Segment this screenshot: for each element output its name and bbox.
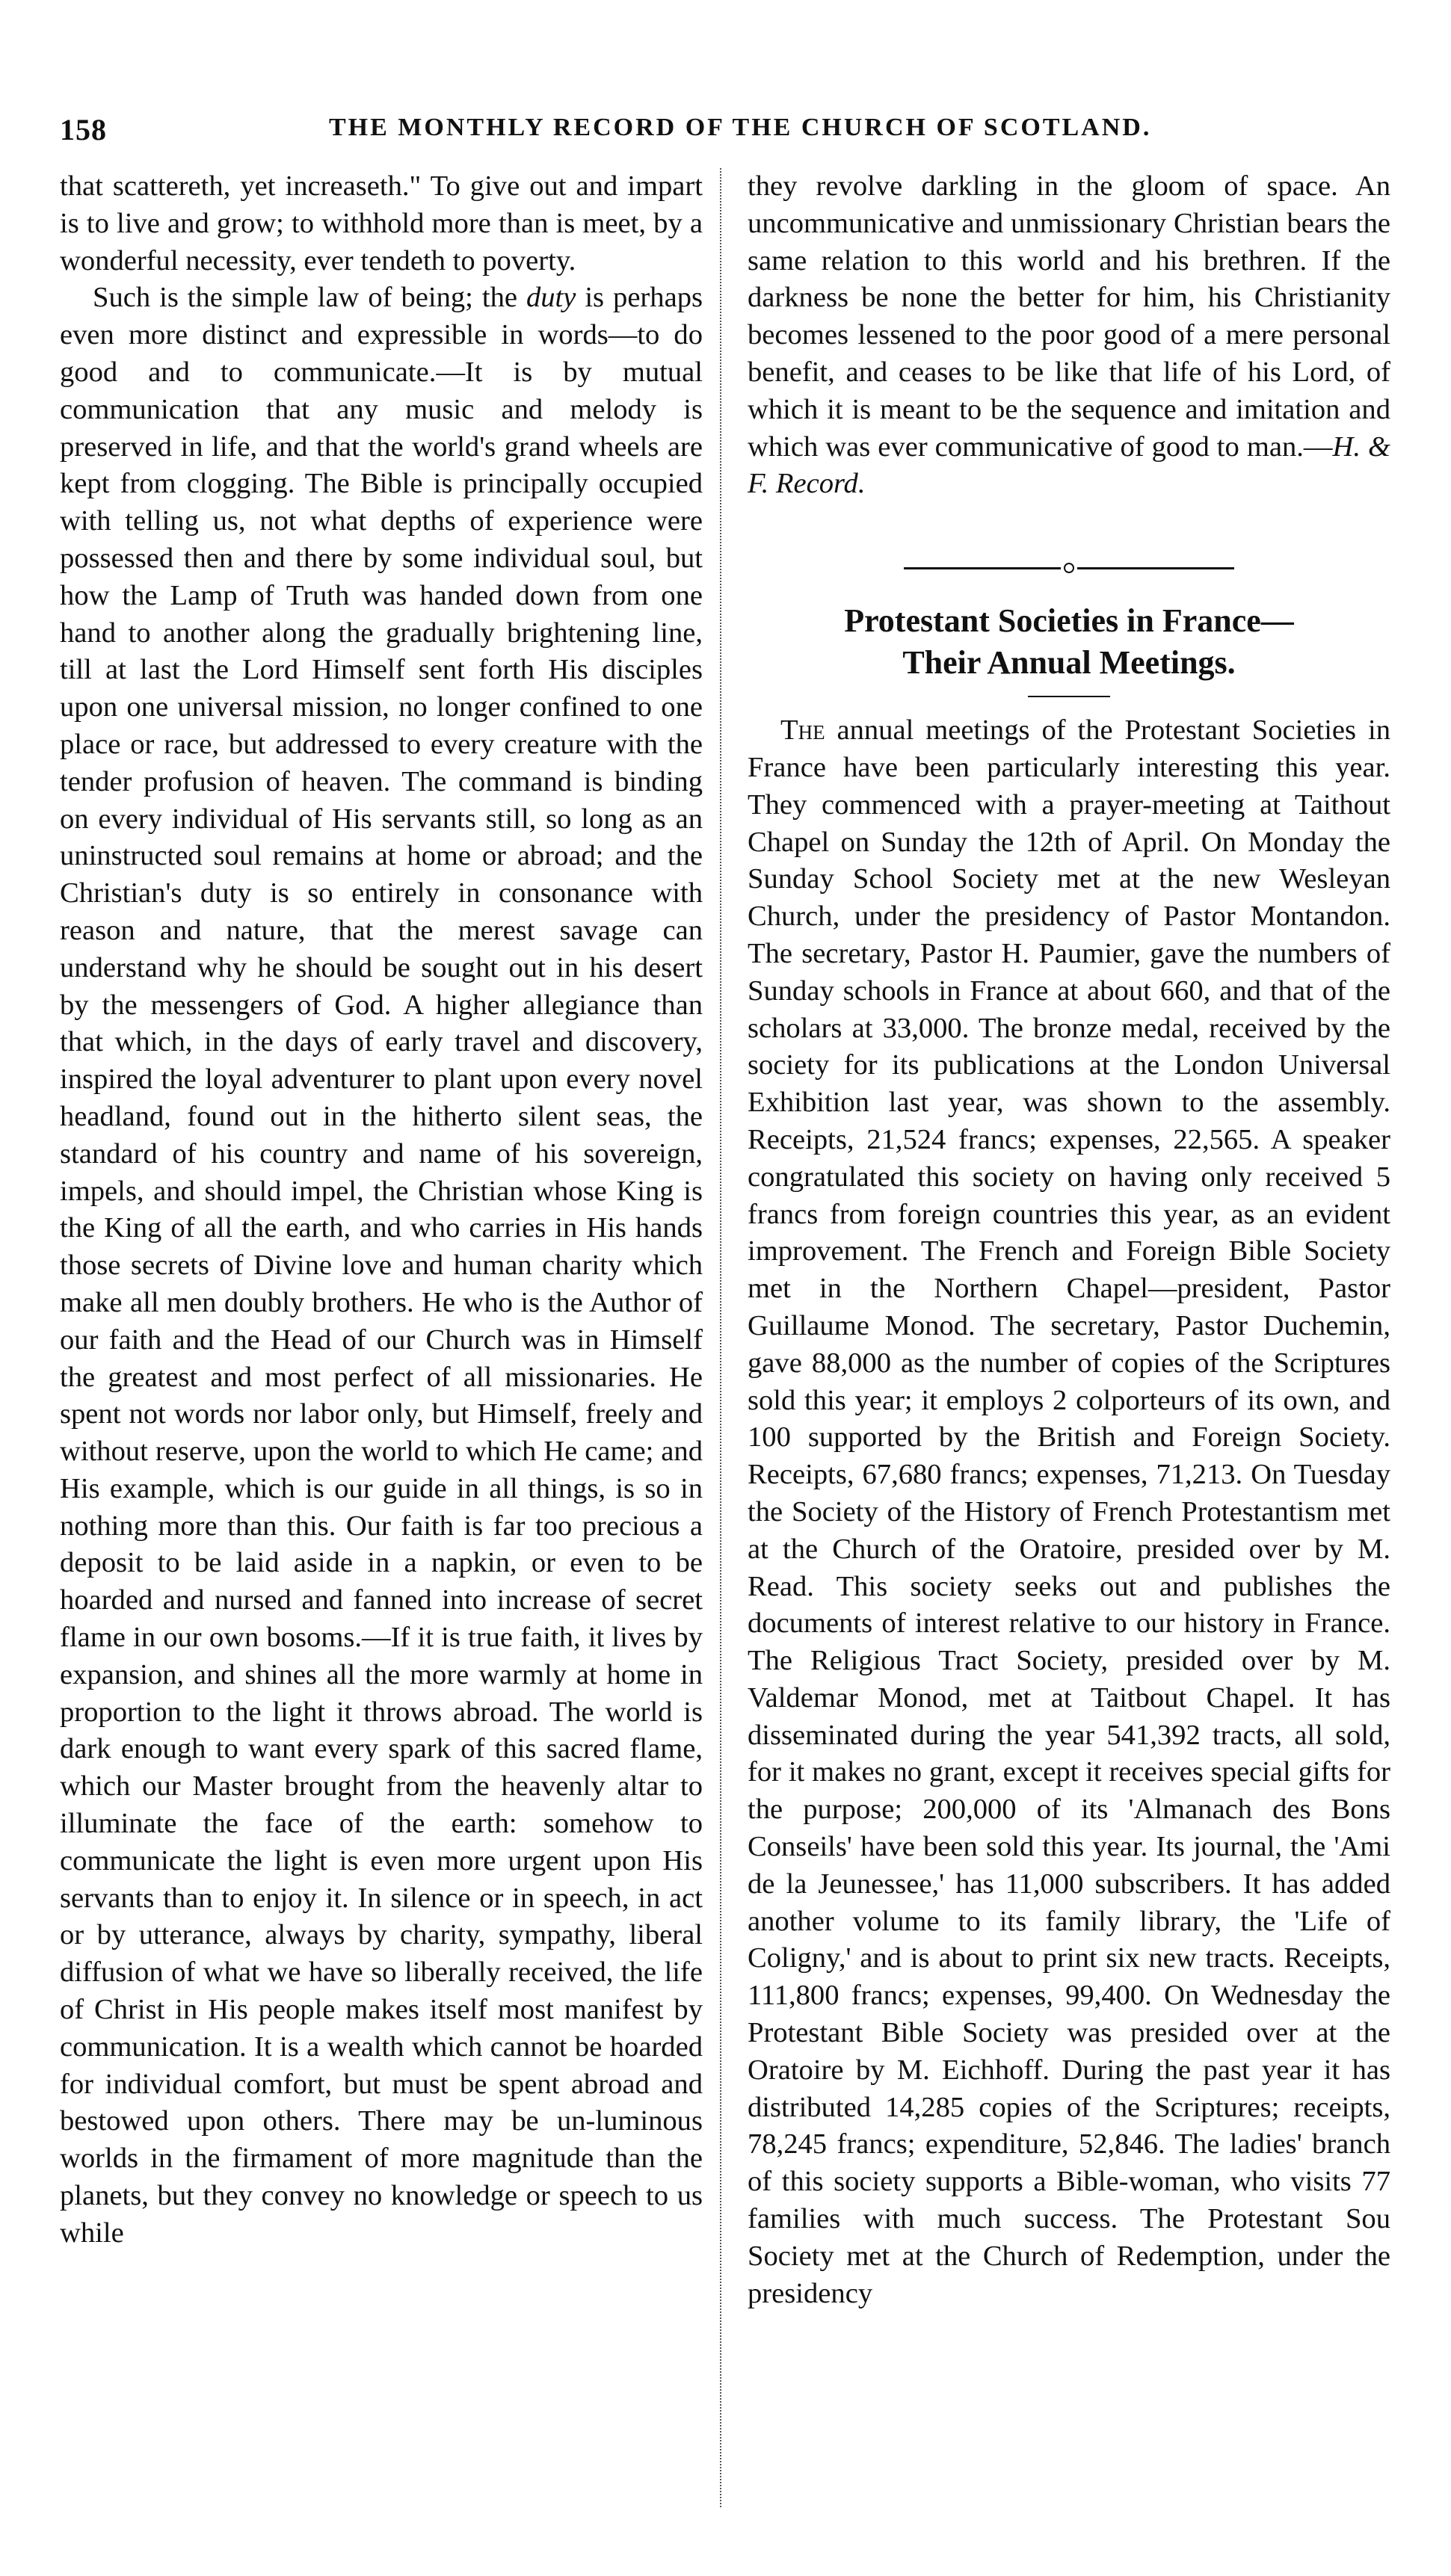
p2-start: Such is the simple law of being; the	[93, 282, 526, 314]
left-paragraph-1: that scattereth, yet increaseth." To give out and impart is to live and grow; to withhold more than is meet, by a wonderful necessity, ever tendeth to poverty.	[60, 170, 703, 277]
paragraph-lead-word: The	[780, 714, 825, 747]
section-title-line-1: Protestant Societies in France—	[844, 602, 1294, 640]
title-underline	[1028, 696, 1110, 697]
section-title	[748, 600, 1390, 684]
column-divider	[720, 168, 721, 2507]
page-header	[60, 112, 1398, 157]
right-p1-text: they revolve darkling in the gloom of space. An uncommunicative and unmissionary Christian bears the same relation to this world and his brethren. If the darkness be none the better for him, his Christianity becomes lessened to the poor good of a mere personal benefit, and ceases to be like that life of his Lord, of which it is meant to be the sequence and imitation and which was ever communicative of good to man.—	[748, 170, 1390, 463]
source-citation: H. & F. Record.	[748, 430, 1390, 500]
page-number: 158	[60, 113, 107, 146]
section-separator-ornament	[748, 548, 1390, 563]
right-paragraph-1	[748, 168, 1390, 503]
section-title-line-2: Their Annual Meetings.	[902, 644, 1236, 682]
p2-rest: is perhaps even more distinct and expressible in words—to do good and to communicate.—It is by mutual communication that any music and melody is preserved in life, and that the world's grand wheels are kept from clogging. The Bible is principally occupied with telling us, not what depths of experience were possessed then and there by some individual soul, but how the Lamp of Truth was handed down from one hand to another along the gradually brightening line, till at last the Lord Himself sent forth His disciples upon one universal mission, no longer confined to one place or race, but addressed to every creature with the tender profusion of heaven. The command is binding on every individual of His servants still, so long as an uninstructed soul remains at home or abroad; and the Christian's duty is so entirely in consonance with reason and nature, that the merest savage can understand why he should be sought out in his desert by the messengers of God. A higher allegiance than that which, in the days of early travel and discovery, inspired the loyal adventurer to plant upon every novel headland, found out in the hitherto silent seas, the standard of his country and name of his sovereign, impels, and should impel, the Christian whose King is the King of all the earth, and who carries in His hands those secrets of Divine love and human charity which make all men doubly brothers. He who is the Author of our faith and the Head of our Church was in Himself the greatest and most perfect of all missionaries. He spent not words nor labor only, but Himself, freely and without reserve, upon the world to which He came; and His example, which is our guide in all things, is so in nothing more than this. Our faith is far too precious a deposit to be laid aside in a napkin, or even to be hoarded and nursed and fanned into increase of secret flame in our own bosoms.—If it is true faith, it lives by expansion, and shines all the more warmly at home in proportion to the light it throws abroad. The world is dark enough to want every spark of this sacred flame, which our Master brought from the heavenly altar to illuminate the face of the earth: somehow to communicate the light is even more urgent upon His servants than to enjoy it. In silence or in speech, in act or by utterance, always by charity, sympathy, liberal diffusion of what we have so liberally received, the life of Christ in His people makes itself most manifest by communication. It is a wealth which cannot be hoarded for individual comfort, but must be spent abroad and bestowed upon others. There may be un-luminous worlds in the firmament of more magnitude than the planets, but they convey no knowledge or speech to us while	[60, 282, 703, 2249]
right-paragraph-2	[748, 712, 1390, 2312]
running-title: THE MONTHLY RECORD OF THE CHURCH OF SCOTLAND.	[329, 114, 1152, 141]
p2-emphasis-duty: duty	[526, 282, 576, 314]
right-p2-text: annual meetings of the Protestant Societies in France have been particularly interesting this year. They commenced with a prayer-meeting at Taithout Chapel on Sunday the 12th of April. On Monday the Sunday School Society met at the new Wesleyan Church, under the presidency of Pastor Montandon. The secretary, Pastor H. Paumier, gave the numbers of Sunday schools in France at about 660, and that of the scholars at 33,000. The bronze medal, received by the society for its publications at the London Universal Exhibition last year, was shown to the assembly. Receipts, 21,524 francs; expenses, 22,565. A speaker congratulated this society on having only received 5 francs from foreign countries this year, as an evident improvement. The French and Foreign Bible Society met in the Northern Chapel—president, Pastor Guillaume Monod. The secretary, Pastor Duchemin, gave 88,000 as the number of copies of the Scriptures sold this year; it employs 2 colporteurs of its own, and 100 supported by the British and Foreign Society. Receipts, 67,680 francs; expenses, 71,213. On Tuesday the Society of the History of French Protestantism met at the Church of the Oratoire, presided over by M. Read. This society seeks out and publishes the documents of interest relative to our history in France. The Religious Tract Society, presided over by M. Valdemar Monod, met at Taitbout Chapel. It has disseminated during the year 541,392 tracts, all sold, for it makes no grant, except it receives special gifts for the purpose; 200,000 of its 'Almanach des Bons Conseils' have been sold this year. Its journal, the 'Ami de la Jeunessee,' has 11,000 subscribers. It has added another volume to its family library, the 'Life of Coligny,' and is about to print six new tracts. Receipts, 111,800 francs; expenses, 99,400. On Wednesday the Protestant Bible Society was presided over at the Oratoire by M. Eichhoff. During the past year it has distributed 14,285 copies of the Scriptures; receipts, 78,245 francs; expenditure, 52,846. The ladies' branch of this society supports a Bible-woman, who visits 77 families with much success. The Protestant Sou Society met at the Church of Redemption, under the presidency	[748, 714, 1390, 2309]
left-column	[60, 168, 703, 2252]
left-paragraph-2	[60, 279, 703, 2252]
right-column	[748, 168, 1390, 2312]
